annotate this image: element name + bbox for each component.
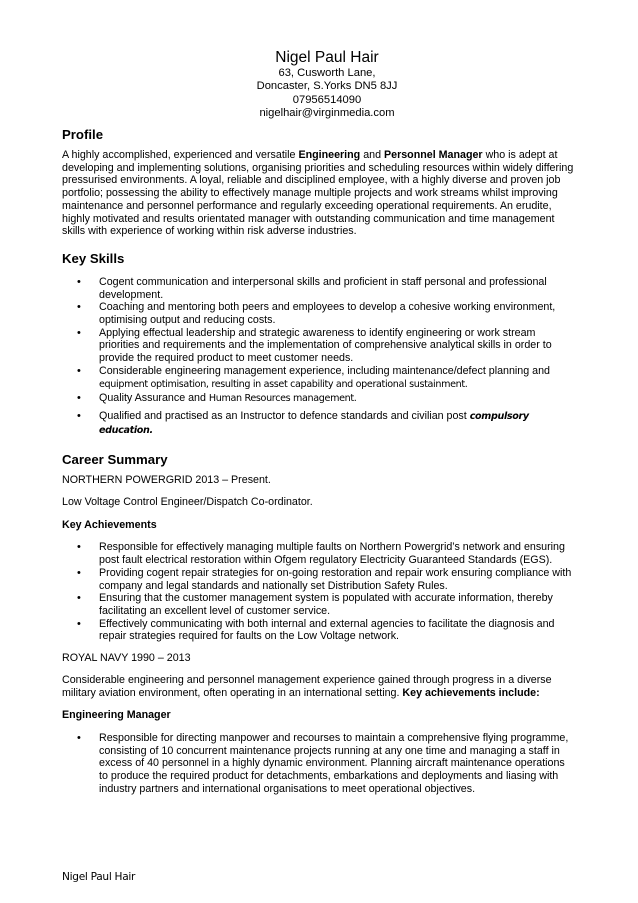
list-item [62, 365, 574, 391]
candidate-name: Nigel Paul Hair [275, 49, 379, 66]
achievement-text: Responsible for effectively managing multiple faults on Northern Powergrid’s network and ensuring post fault electrical restoration within Ofgem regulatory Electricity Guaranteed Standards (EGS). [99, 541, 565, 567]
email-address: nigelhair@virginmedia.com [259, 107, 395, 120]
profile-text-3: who is adept at developing and implementing solutions, organising priorities and scheduling resources within widely differing pressurised environments. A loyal, reliable and disciplined employee, with a highly diverse and proven job portfolio; possessing the ability to effectively manage multiple projects and work streams whilst improving maintenance and personnel performance and regularly exceeding operational requirements. An erudite, highly motivated and results orientated manager with outstanding communication and time management skills with experience of working within risk adverse industries. [62, 149, 574, 238]
list-item [62, 276, 574, 301]
list-item [62, 567, 574, 592]
job1-achievements-list [62, 541, 574, 643]
job2-summary-text: Considerable engineering and personnel management experience gained through progress in a diverse military aviation environment, often operating in an international setting. [62, 673, 552, 699]
job1-title: Low Voltage Control Engineer/Dispatch Co-ordinator. [62, 496, 313, 509]
key-skills-list [62, 276, 574, 437]
achievement-text: Ensuring that the customer management system is populated with accurate information, thereby facilitating an excellent level of customer service. [99, 592, 553, 617]
achievement-text: Providing cogent repair strategies for on-going restoration and repair work ensuring compliance with company and legal standards and nationally set Distribution Safety Rules. [99, 566, 572, 592]
job1-subheading: Key Achievements [62, 518, 157, 531]
list-item [62, 732, 574, 796]
bullet-icon: • [77, 326, 81, 339]
job2-subheading: Engineering Manager [62, 709, 171, 722]
resume-body [62, 127, 574, 795]
skill-text: Quality Assurance and [99, 392, 209, 405]
profile-heading: Profile [62, 127, 104, 142]
achievement-text: Effectively communicating with both internal and external agencies to facilitate the diagnosis and repair strategies required for faults on the Low Voltage network. [99, 617, 555, 643]
address-line-1: 63, Cusworth Lane, [278, 67, 376, 79]
bullet-icon: • [77, 731, 81, 744]
bullet-icon: • [77, 566, 81, 579]
list-item [62, 592, 574, 617]
profile-paragraph [62, 149, 574, 238]
skill-text: Cogent communication and interpersonal skills and proficient in staff personal and professional development. [99, 275, 547, 301]
profile-bold-1: Engineering [298, 149, 361, 161]
address-line-2: Doncaster, S.Yorks DN5 8JJ [256, 80, 398, 93]
job2-summary-bold: Key achievements include: [402, 686, 540, 699]
skill-text: Qualified and practised as an Instructor to defence standards and civilian post [99, 409, 470, 422]
achievement-text: Responsible for directing manpower and recourses to maintain a comprehensive flying programme, consisting of 10 concurrent maintenance projects running at any one time and managing a staff in excess of 40 personnel in a highly dynamic environment. Planning aircraft maintenance operations to produce the required product for detachments, embarkations and deployments and liasing with industry partners and international organisations to meet operational objectives. [99, 731, 569, 795]
job2-summary [62, 674, 574, 699]
bullet-icon: • [77, 392, 81, 405]
skill-text-emphasis: compulsory education. [99, 410, 529, 436]
job1-company: NORTHERN POWERGRID 2013 – Present. [62, 474, 271, 487]
contact-header [0, 48, 638, 121]
skill-text-line-2: equipment optimisation, resulting in asset capability and operational sustainment. [99, 378, 468, 390]
bullet-icon: • [77, 541, 81, 554]
list-item [62, 301, 574, 326]
career-summary-heading: Career Summary [62, 452, 168, 468]
bullet-icon: • [77, 617, 81, 630]
job2-achievements-list [62, 732, 574, 796]
list-item [62, 392, 574, 406]
page-footer: Nigel Paul Hair [62, 871, 136, 883]
bullet-icon: • [77, 364, 81, 377]
bullet-icon: • [77, 409, 81, 422]
list-item [62, 541, 574, 566]
skill-text-line-1: Considerable engineering management experience, including maintenance/defect planning and [99, 364, 550, 377]
skill-text: Applying effectual leadership and strategic awareness to identify engineering or work stream priorities and requirements and the implementation of comprehensive analytical skills in order to provide the required product to meet customer needs. [99, 326, 552, 365]
list-item [62, 618, 574, 643]
profile-text-1: A highly accomplished, experienced and versatile [62, 149, 299, 161]
bullet-icon: • [77, 592, 81, 605]
bullet-icon: • [77, 301, 81, 314]
key-skills-heading: Key Skills [62, 250, 125, 266]
bullet-icon: • [77, 275, 81, 288]
profile-text-2: and [360, 149, 384, 161]
phone-number: 07956514090 [292, 93, 362, 106]
profile-bold-2: Personnel Manager [384, 149, 483, 161]
skill-text: Coaching and mentoring both peers and employees to develop a cohesive working environment, optimising output and reducing costs. [99, 301, 556, 327]
list-item [62, 327, 574, 365]
list-item [62, 410, 574, 437]
skill-text-hr: Human Resources management. [208, 393, 357, 405]
job2-company: ROYAL NAVY 1990 – 2013 [62, 652, 191, 665]
